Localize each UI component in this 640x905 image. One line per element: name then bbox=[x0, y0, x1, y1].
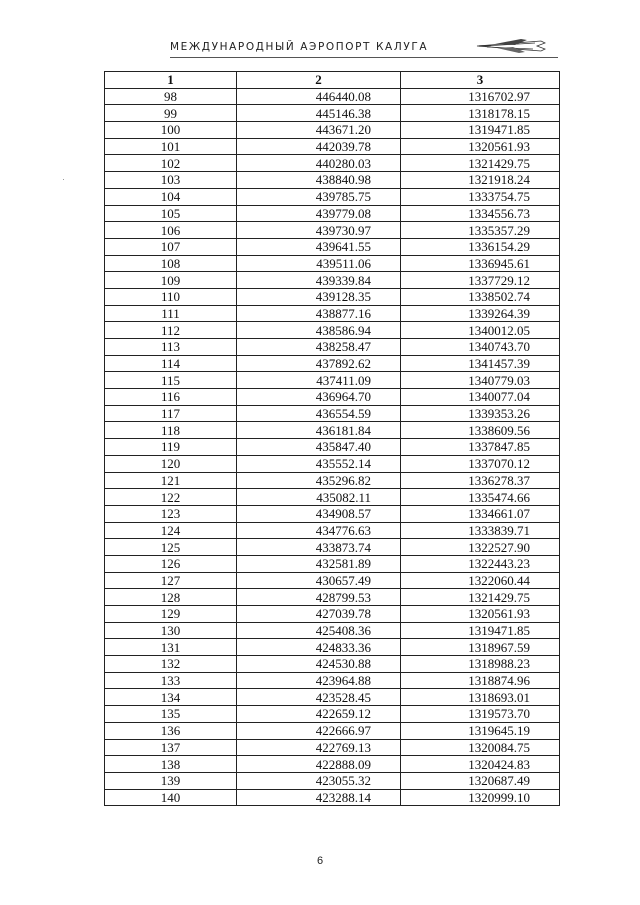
coordinate-y-cell: 1339353.26 bbox=[401, 405, 560, 422]
table-row bbox=[105, 205, 560, 222]
coordinate-x-cell: 422666.97 bbox=[237, 722, 401, 739]
coordinate-x-cell: 423288.14 bbox=[237, 789, 401, 806]
table-row bbox=[105, 789, 560, 806]
point-number-cell: 110 bbox=[105, 288, 237, 305]
point-number-cell: 130 bbox=[105, 622, 237, 639]
table-header-row bbox=[105, 72, 560, 89]
coordinate-x-cell: 439730.97 bbox=[237, 222, 401, 239]
point-number-cell: 122 bbox=[105, 489, 237, 506]
table-row bbox=[105, 656, 560, 673]
coordinate-x-cell: 423528.45 bbox=[237, 689, 401, 706]
point-number-cell: 113 bbox=[105, 339, 237, 356]
coordinate-y-cell: 1321918.24 bbox=[401, 172, 560, 189]
point-number-cell: 126 bbox=[105, 555, 237, 572]
header-title: МЕЖДУНАРОДНЫЙ АЭРОПОРТ КАЛУГА bbox=[170, 41, 429, 53]
point-number-cell: 123 bbox=[105, 505, 237, 522]
table-row bbox=[105, 639, 560, 656]
table-row bbox=[105, 455, 560, 472]
point-number-cell: 133 bbox=[105, 672, 237, 689]
coordinate-y-cell: 1320561.93 bbox=[401, 138, 560, 155]
point-number-cell: 103 bbox=[105, 172, 237, 189]
point-number-cell: 140 bbox=[105, 789, 237, 806]
coordinate-y-cell: 1318967.59 bbox=[401, 639, 560, 656]
table-row bbox=[105, 272, 560, 289]
coordinate-y-cell: 1333839.71 bbox=[401, 522, 560, 539]
page-header bbox=[170, 37, 560, 59]
coordinate-y-cell: 1321429.75 bbox=[401, 589, 560, 606]
point-number-cell: 114 bbox=[105, 355, 237, 372]
coordinate-x-cell: 438586.94 bbox=[237, 322, 401, 339]
point-number-cell: 136 bbox=[105, 722, 237, 739]
coordinate-y-cell: 1320687.49 bbox=[401, 772, 560, 789]
column-header-2: 2 bbox=[237, 72, 401, 89]
point-number-cell: 105 bbox=[105, 205, 237, 222]
coordinate-x-cell: 422659.12 bbox=[237, 706, 401, 723]
coordinate-x-cell: 433873.74 bbox=[237, 539, 401, 556]
point-number-cell: 104 bbox=[105, 188, 237, 205]
table-row bbox=[105, 739, 560, 756]
coordinate-y-cell: 1337729.12 bbox=[401, 272, 560, 289]
coordinate-y-cell: 1340012.05 bbox=[401, 322, 560, 339]
coordinates-table bbox=[104, 71, 560, 806]
coordinate-y-cell: 1320561.93 bbox=[401, 606, 560, 623]
table-row bbox=[105, 505, 560, 522]
margin-dot bbox=[63, 179, 64, 180]
table-row bbox=[105, 138, 560, 155]
point-number-cell: 106 bbox=[105, 222, 237, 239]
table-row bbox=[105, 689, 560, 706]
point-number-cell: 139 bbox=[105, 772, 237, 789]
point-number-cell: 125 bbox=[105, 539, 237, 556]
coordinate-x-cell: 436181.84 bbox=[237, 422, 401, 439]
point-number-cell: 109 bbox=[105, 272, 237, 289]
point-number-cell: 116 bbox=[105, 389, 237, 406]
table-row bbox=[105, 372, 560, 389]
column-header-1: 1 bbox=[105, 72, 237, 89]
point-number-cell: 99 bbox=[105, 105, 237, 122]
table-row bbox=[105, 606, 560, 623]
coordinate-y-cell: 1334556.73 bbox=[401, 205, 560, 222]
coordinate-y-cell: 1334661.07 bbox=[401, 505, 560, 522]
coordinate-x-cell: 428799.53 bbox=[237, 589, 401, 606]
table-row bbox=[105, 589, 560, 606]
coordinate-y-cell: 1340077.04 bbox=[401, 389, 560, 406]
point-number-cell: 124 bbox=[105, 522, 237, 539]
coordinate-x-cell: 438877.16 bbox=[237, 305, 401, 322]
table-row bbox=[105, 188, 560, 205]
table-row bbox=[105, 522, 560, 539]
point-number-cell: 120 bbox=[105, 455, 237, 472]
coordinate-y-cell: 1333754.75 bbox=[401, 188, 560, 205]
coordinate-x-cell: 438258.47 bbox=[237, 339, 401, 356]
table-row bbox=[105, 155, 560, 172]
point-number-cell: 137 bbox=[105, 739, 237, 756]
point-number-cell: 100 bbox=[105, 122, 237, 139]
coordinate-x-cell: 434776.63 bbox=[237, 522, 401, 539]
point-number-cell: 112 bbox=[105, 322, 237, 339]
coordinate-y-cell: 1318178.15 bbox=[401, 105, 560, 122]
coordinate-y-cell: 1319471.85 bbox=[401, 122, 560, 139]
table-row bbox=[105, 572, 560, 589]
coordinate-y-cell: 1322060.44 bbox=[401, 572, 560, 589]
coordinate-x-cell: 436554.59 bbox=[237, 405, 401, 422]
coordinate-x-cell: 446440.08 bbox=[237, 88, 401, 105]
table-row bbox=[105, 622, 560, 639]
coordinate-y-cell: 1336278.37 bbox=[401, 472, 560, 489]
coordinate-y-cell: 1338609.56 bbox=[401, 422, 560, 439]
table-row bbox=[105, 238, 560, 255]
coordinate-y-cell: 1340743.70 bbox=[401, 339, 560, 356]
coordinate-x-cell: 443671.20 bbox=[237, 122, 401, 139]
coordinate-y-cell: 1337847.85 bbox=[401, 439, 560, 456]
coordinate-x-cell: 422769.13 bbox=[237, 739, 401, 756]
coordinate-y-cell: 1335357.29 bbox=[401, 222, 560, 239]
coordinate-x-cell: 424833.36 bbox=[237, 639, 401, 656]
coordinate-y-cell: 1336945.61 bbox=[401, 255, 560, 272]
table-row bbox=[105, 672, 560, 689]
table-row bbox=[105, 389, 560, 406]
coordinate-x-cell: 434908.57 bbox=[237, 505, 401, 522]
coordinate-x-cell: 423964.88 bbox=[237, 672, 401, 689]
coordinate-x-cell: 425408.36 bbox=[237, 622, 401, 639]
table-row bbox=[105, 772, 560, 789]
table-row bbox=[105, 422, 560, 439]
point-number-cell: 102 bbox=[105, 155, 237, 172]
point-number-cell: 127 bbox=[105, 572, 237, 589]
point-number-cell: 101 bbox=[105, 138, 237, 155]
coordinate-x-cell: 436964.70 bbox=[237, 389, 401, 406]
point-number-cell: 118 bbox=[105, 422, 237, 439]
point-number-cell: 121 bbox=[105, 472, 237, 489]
table-row bbox=[105, 555, 560, 572]
coordinate-x-cell: 430657.49 bbox=[237, 572, 401, 589]
coordinate-x-cell: 439128.35 bbox=[237, 288, 401, 305]
coordinate-x-cell: 435082.11 bbox=[237, 489, 401, 506]
column-header-3: 3 bbox=[401, 72, 560, 89]
point-number-cell: 98 bbox=[105, 88, 237, 105]
coordinate-y-cell: 1316702.97 bbox=[401, 88, 560, 105]
coordinate-y-cell: 1320084.75 bbox=[401, 739, 560, 756]
table-row bbox=[105, 706, 560, 723]
airplane-emblem-icon bbox=[475, 37, 547, 55]
coordinate-x-cell: 424530.88 bbox=[237, 656, 401, 673]
table-row bbox=[105, 489, 560, 506]
point-number-cell: 107 bbox=[105, 238, 237, 255]
coordinate-x-cell: 437411.09 bbox=[237, 372, 401, 389]
coordinate-y-cell: 1318874.96 bbox=[401, 672, 560, 689]
coordinate-x-cell: 439779.08 bbox=[237, 205, 401, 222]
table-row bbox=[105, 305, 560, 322]
table-row bbox=[105, 355, 560, 372]
coordinate-x-cell: 422888.09 bbox=[237, 756, 401, 773]
coordinate-x-cell: 423055.32 bbox=[237, 772, 401, 789]
page-number: 6 bbox=[316, 855, 324, 867]
coordinate-y-cell: 1339264.39 bbox=[401, 305, 560, 322]
table-row bbox=[105, 255, 560, 272]
table-row bbox=[105, 722, 560, 739]
coordinate-y-cell: 1319471.85 bbox=[401, 622, 560, 639]
coordinate-x-cell: 435847.40 bbox=[237, 439, 401, 456]
coordinate-y-cell: 1320999.10 bbox=[401, 789, 560, 806]
coordinate-y-cell: 1337070.12 bbox=[401, 455, 560, 472]
table-row bbox=[105, 105, 560, 122]
coordinate-y-cell: 1338502.74 bbox=[401, 288, 560, 305]
coordinate-y-cell: 1319645.19 bbox=[401, 722, 560, 739]
table-row bbox=[105, 172, 560, 189]
point-number-cell: 138 bbox=[105, 756, 237, 773]
table-row bbox=[105, 439, 560, 456]
coordinate-x-cell: 435296.82 bbox=[237, 472, 401, 489]
point-number-cell: 117 bbox=[105, 405, 237, 422]
point-number-cell: 129 bbox=[105, 606, 237, 623]
coordinate-x-cell: 427039.78 bbox=[237, 606, 401, 623]
point-number-cell: 131 bbox=[105, 639, 237, 656]
coordinate-x-cell: 440280.03 bbox=[237, 155, 401, 172]
point-number-cell: 128 bbox=[105, 589, 237, 606]
table-row bbox=[105, 88, 560, 105]
coordinate-x-cell: 435552.14 bbox=[237, 455, 401, 472]
coordinate-y-cell: 1340779.03 bbox=[401, 372, 560, 389]
coordinate-x-cell: 439511.06 bbox=[237, 255, 401, 272]
coordinate-x-cell: 438840.98 bbox=[237, 172, 401, 189]
table-row bbox=[105, 288, 560, 305]
point-number-cell: 108 bbox=[105, 255, 237, 272]
coordinate-y-cell: 1321429.75 bbox=[401, 155, 560, 172]
coordinate-y-cell: 1318693.01 bbox=[401, 689, 560, 706]
coordinate-y-cell: 1319573.70 bbox=[401, 706, 560, 723]
table-body bbox=[105, 88, 560, 806]
point-number-cell: 115 bbox=[105, 372, 237, 389]
point-number-cell: 135 bbox=[105, 706, 237, 723]
point-number-cell: 134 bbox=[105, 689, 237, 706]
coordinate-y-cell: 1318988.23 bbox=[401, 656, 560, 673]
point-number-cell: 132 bbox=[105, 656, 237, 673]
coordinate-y-cell: 1336154.29 bbox=[401, 238, 560, 255]
coordinate-x-cell: 437892.62 bbox=[237, 355, 401, 372]
table-row bbox=[105, 472, 560, 489]
coordinate-y-cell: 1322443.23 bbox=[401, 555, 560, 572]
table-row bbox=[105, 122, 560, 139]
header-divider bbox=[170, 57, 558, 58]
coordinate-x-cell: 442039.78 bbox=[237, 138, 401, 155]
coordinate-x-cell: 445146.38 bbox=[237, 105, 401, 122]
table-row bbox=[105, 222, 560, 239]
point-number-cell: 111 bbox=[105, 305, 237, 322]
coordinate-x-cell: 432581.89 bbox=[237, 555, 401, 572]
coordinate-x-cell: 439641.55 bbox=[237, 238, 401, 255]
table-row bbox=[105, 539, 560, 556]
table-row bbox=[105, 756, 560, 773]
coordinate-y-cell: 1341457.39 bbox=[401, 355, 560, 372]
coordinate-y-cell: 1335474.66 bbox=[401, 489, 560, 506]
coordinate-y-cell: 1320424.83 bbox=[401, 756, 560, 773]
table-row bbox=[105, 339, 560, 356]
coordinate-x-cell: 439339.84 bbox=[237, 272, 401, 289]
table-row bbox=[105, 405, 560, 422]
table-row bbox=[105, 322, 560, 339]
point-number-cell: 119 bbox=[105, 439, 237, 456]
coordinate-x-cell: 439785.75 bbox=[237, 188, 401, 205]
coordinate-y-cell: 1322527.90 bbox=[401, 539, 560, 556]
